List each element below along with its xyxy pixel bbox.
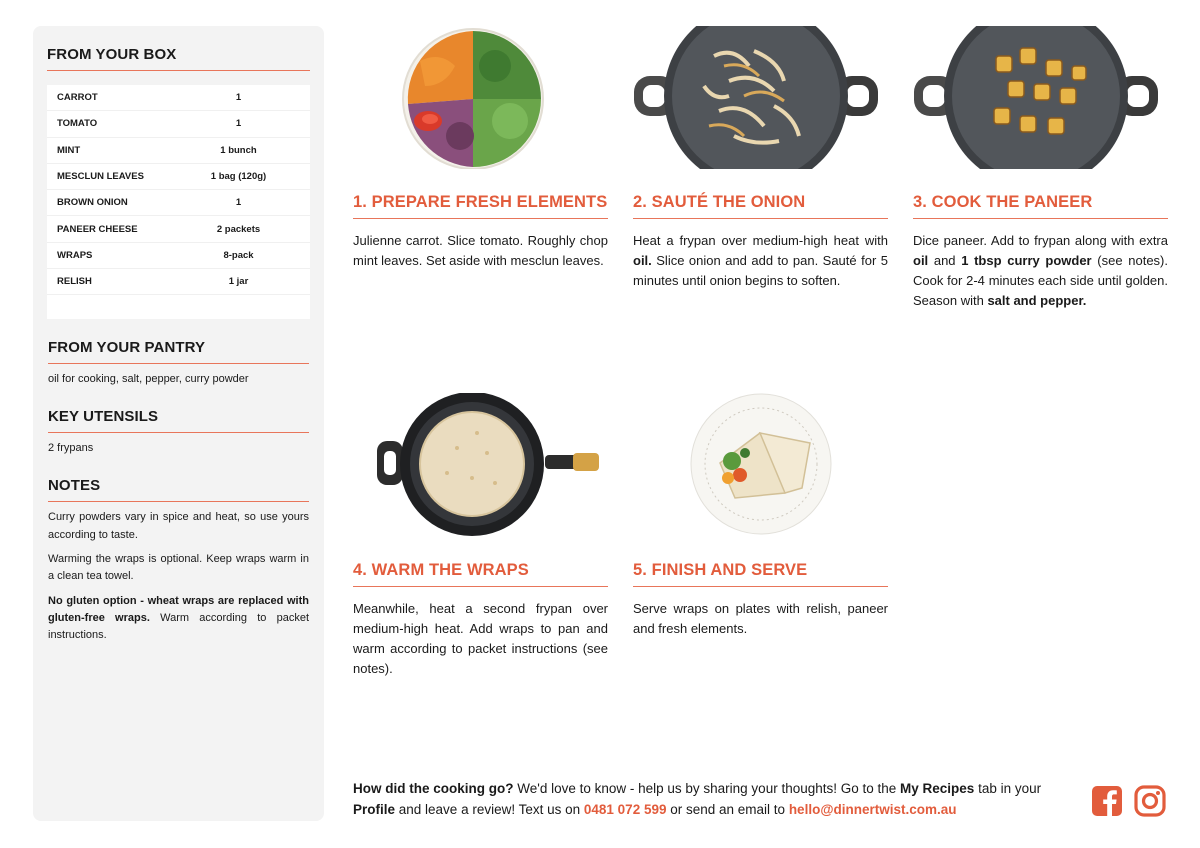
ingredient-qty: 1	[235, 92, 242, 104]
table-row	[47, 190, 310, 216]
box-title: FROM YOUR BOX	[47, 46, 310, 71]
ingredient-qty: 2 packets	[216, 223, 261, 235]
ingredient-qty: 1	[235, 118, 242, 130]
notes-section	[47, 477, 310, 644]
step-text-part: Slice onion and add to pan. Sauté for 5 minutes until onion begins to soften.	[633, 253, 888, 288]
table-row	[47, 216, 310, 242]
footer-text-2: tab in your	[974, 781, 1042, 796]
ingredient-qty: 1 bunch	[220, 144, 257, 156]
step-2-text	[633, 231, 888, 291]
note-gluten-rest: Warm according to packet instructions.	[48, 611, 310, 642]
table-row	[47, 269, 310, 295]
email-link[interactable]: hello@dinnertwist.com.au	[788, 802, 957, 817]
wrap-pan-image	[377, 393, 601, 536]
ingredients-sidebar	[33, 26, 324, 821]
onion-pan-image	[634, 26, 878, 169]
box-ingredients-table	[47, 85, 310, 319]
ingredient-name: TOMATO	[57, 118, 98, 130]
step-4-text	[353, 599, 608, 679]
step-3-title: 3. COOK THE PANEER	[913, 193, 1168, 219]
pantry-section	[47, 339, 310, 388]
step-text-part: Heat a frypan over medium-high heat with	[633, 233, 888, 248]
feedback-footer	[353, 778, 1083, 820]
note-wraps: Warming the wraps is optional. Keep wraps warm in a clean tea towel.	[48, 552, 309, 583]
facebook-icon[interactable]	[1091, 785, 1123, 817]
my-recipes-tab-label: My Recipes	[900, 781, 975, 796]
footer-text-3: and leave a review! Text us on	[395, 802, 584, 817]
utensils-section	[47, 408, 310, 457]
ingredient-name: CARROT	[57, 92, 98, 104]
note-gluten-bold: No gluten option - wheat wraps are replaced with gluten-free wraps.	[48, 594, 309, 624]
ingredient-qty: 1 bag (120g)	[210, 171, 267, 183]
pantry-text: oil for cooking, salt, pepper, curry powder	[48, 373, 249, 386]
step-text-part: 1 tbsp curry powder	[961, 253, 1092, 268]
step-2	[633, 193, 888, 291]
ingredient-name: WRAPS	[57, 249, 93, 261]
ingredient-qty: 1	[235, 197, 242, 209]
note-gluten	[48, 593, 309, 645]
step-text-part: salt and pepper.	[987, 293, 1087, 308]
step-3-text	[913, 231, 1168, 311]
ingredient-name: MINT	[57, 144, 81, 156]
note-curry: Curry powders vary in spice and heat, so use yours according to taste.	[48, 511, 309, 541]
footer-text-1: We'd love to know - help us by sharing your thoughts! Go to the	[513, 781, 901, 796]
step-2-title: 2. SAUTÉ THE ONION	[633, 193, 888, 219]
step-1-text	[353, 231, 608, 271]
step-text-part: oil	[913, 253, 929, 268]
table-row	[47, 138, 310, 164]
phone-link[interactable]: 0481 072 599	[583, 802, 667, 817]
step-5	[633, 561, 888, 639]
step-text-part: Serve wraps on plates with relish, paneer and fresh elements.	[633, 601, 888, 636]
instagram-icon[interactable]	[1134, 785, 1166, 817]
step-text-part: and	[928, 253, 962, 268]
ingredient-name: MESCLUN LEAVES	[57, 171, 144, 183]
footer-question: How did the cooking go?	[353, 781, 514, 796]
paneer-pan-image	[914, 26, 1158, 169]
table-row	[47, 111, 310, 137]
step-1	[353, 193, 608, 271]
step-5-title: 5. FINISH AND SERVE	[633, 561, 888, 587]
step-text-part: Meanwhile, heat a second frypan over medium-high heat. Add wraps to pan and warm according to packet instructions (see notes).	[353, 601, 608, 676]
ingredient-name: PANEER CHEESE	[57, 223, 138, 235]
table-row	[47, 85, 310, 111]
step-4-title: 4. WARM THE WRAPS	[353, 561, 608, 587]
step-5-text	[633, 599, 888, 639]
step-1-title: 1. PREPARE FRESH ELEMENTS	[353, 193, 608, 219]
salad-bowl-image	[400, 26, 546, 169]
table-row	[47, 164, 310, 190]
served-wrap-image	[690, 393, 832, 535]
step-text-part: (see notes). Cook for 2-4 minutes each side until golden. Season with	[913, 253, 1168, 308]
ingredient-name: RELISH	[57, 276, 92, 288]
step-text-part: Dice paneer. Add to frypan along with extra	[913, 233, 1168, 248]
ingredient-qty: 1 jar	[228, 276, 249, 288]
table-row	[47, 243, 310, 269]
utensils-title: KEY UTENSILS	[48, 408, 309, 433]
step-text-part: Julienne carrot. Slice tomato. Roughly chop mint leaves. Set aside with mesclun leaves.	[353, 233, 608, 268]
ingredient-qty: 8-pack	[223, 249, 254, 261]
step-3	[913, 193, 1168, 311]
step-text-part: oil.	[633, 253, 652, 268]
pantry-title: FROM YOUR PANTRY	[48, 339, 309, 364]
step-4	[353, 561, 608, 679]
footer-text-4: or send an email to	[666, 802, 789, 817]
profile-label: Profile	[353, 802, 396, 817]
ingredient-name: BROWN ONION	[57, 197, 128, 209]
utensils-text: 2 frypans	[48, 442, 94, 455]
notes-title: NOTES	[48, 477, 309, 502]
